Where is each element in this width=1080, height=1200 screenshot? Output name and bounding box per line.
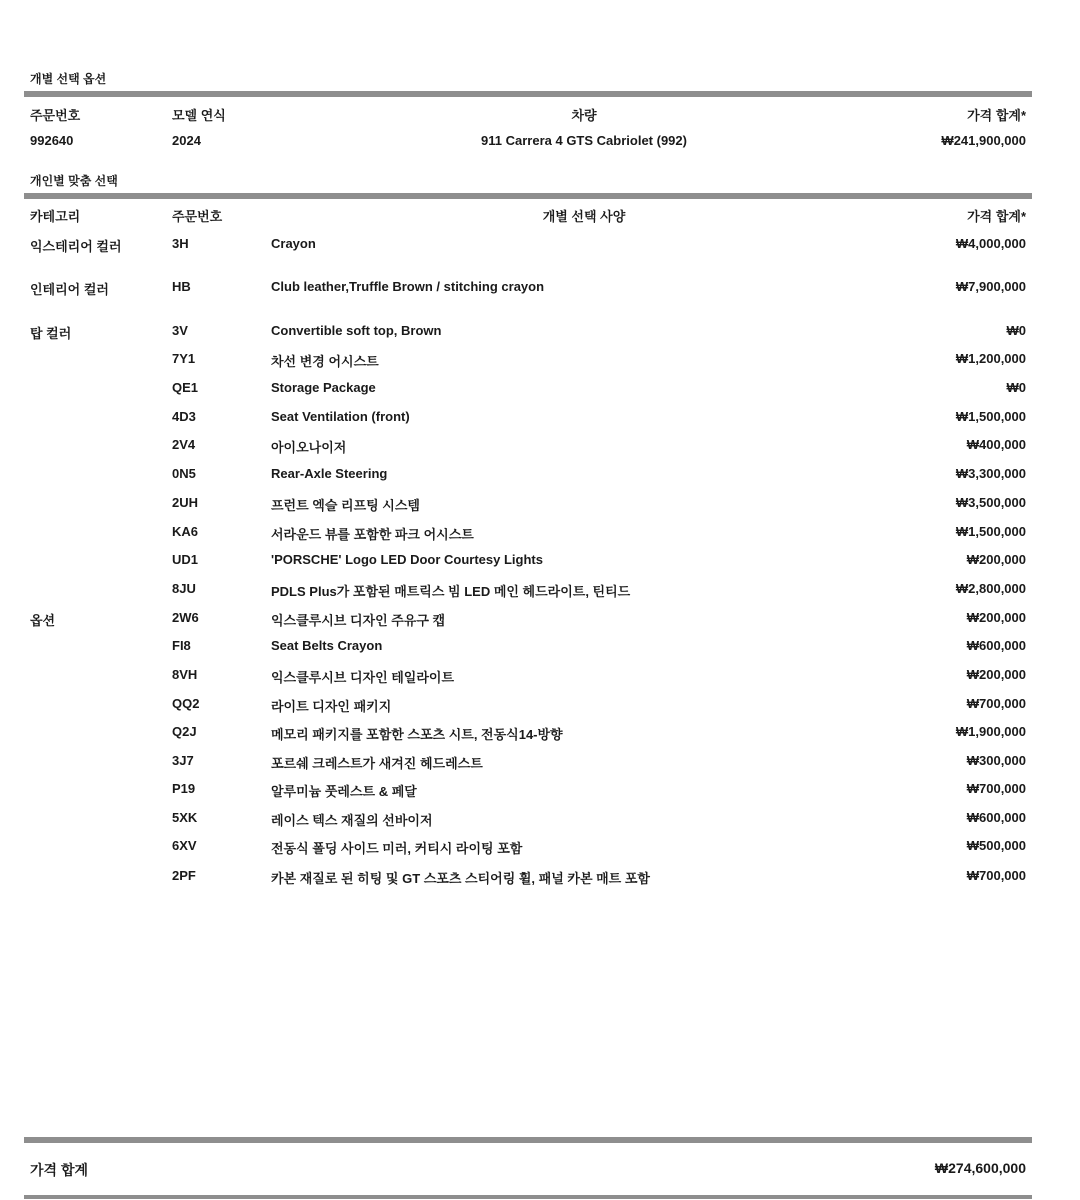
- row-code: 2UH: [172, 495, 199, 510]
- grand-total-label: 가격 합계: [30, 1162, 88, 1178]
- row-description: 익스클루시브 디자인 테일라이트: [271, 670, 455, 685]
- row-description: 알루미늄 풋레스트 & 페달: [271, 784, 417, 799]
- header-rule: [24, 91, 1032, 97]
- table-row: [0, 323, 1080, 343]
- row-code: UD1: [172, 552, 199, 567]
- row-price: ₩400,000: [966, 437, 1026, 452]
- table-row: [0, 781, 1080, 801]
- row-code: 0N5: [172, 466, 196, 481]
- row-price: ₩1,500,000: [955, 524, 1026, 539]
- row-price: ₩1,500,000: [955, 409, 1026, 424]
- vehicle-order-no: 992640: [30, 133, 74, 148]
- row-description: 라이트 디자인 패키지: [271, 699, 392, 714]
- row-price: ₩200,000: [966, 667, 1026, 682]
- row-description: 프런트 엑슬 리프팅 시스템: [271, 498, 420, 513]
- row-description: 아이오나이저: [271, 440, 347, 455]
- row-price: ₩200,000: [966, 552, 1026, 567]
- table-row: [0, 696, 1080, 716]
- row-price: ₩600,000: [966, 810, 1026, 825]
- row-price: ₩2,800,000: [955, 581, 1026, 596]
- row-category: 인테리어 컬러: [30, 282, 109, 297]
- row-code: FI8: [172, 638, 191, 653]
- total-top-rule: [24, 1137, 1032, 1143]
- row-description: Seat Ventilation (front): [271, 409, 410, 424]
- row-code: HB: [172, 279, 191, 294]
- table-row: [0, 581, 1080, 601]
- row-price: ₩3,500,000: [955, 495, 1026, 510]
- row-price: ₩700,000: [966, 696, 1026, 711]
- header-spec: 개별 선택 사양: [542, 209, 626, 224]
- row-code: QE1: [172, 380, 199, 395]
- row-description: 전동식 폴딩 사이드 미러, 커티시 라이팅 포함: [271, 841, 523, 856]
- table-row: [0, 753, 1080, 773]
- table-row: [0, 724, 1080, 744]
- header-category: 카테고리: [30, 209, 81, 224]
- table-row: [0, 667, 1080, 687]
- header-model-year: 모델 연식: [172, 108, 226, 123]
- row-description: 익스클루시브 디자인 주유구 캡: [271, 613, 446, 628]
- row-description: Club leather,Truffle Brown / stitching crayon: [271, 279, 545, 294]
- table-row: [0, 610, 1080, 630]
- row-description: 포르쉐 크레스트가 새겨진 헤드레스트: [271, 756, 483, 771]
- row-description: 카본 재질로 된 히팅 및 GT 스포츠 스티어링 휠, 패널 카본 매트 포함: [271, 871, 650, 886]
- row-code: Q2J: [172, 724, 197, 739]
- total-bottom-rule: [24, 1195, 1032, 1199]
- row-description: Crayon: [271, 236, 316, 251]
- table-row: [0, 524, 1080, 544]
- header-price-total: 가격 합계*: [967, 108, 1026, 123]
- row-price: ₩1,900,000: [955, 724, 1026, 739]
- vehicle-name: 911 Carrera 4 GTS Cabriolet (992): [481, 133, 687, 148]
- row-code: KA6: [172, 524, 199, 539]
- table-row: [0, 810, 1080, 830]
- table-row: [0, 437, 1080, 457]
- table-row: [0, 351, 1080, 371]
- row-code: 7Y1: [172, 351, 196, 366]
- row-price: ₩200,000: [966, 610, 1026, 625]
- row-code: P19: [172, 781, 196, 796]
- row-price: ₩0: [1006, 380, 1026, 395]
- row-description: 서라운드 뷰를 포함한 파크 어시스트: [271, 527, 474, 542]
- options-header-rule: [24, 193, 1032, 199]
- row-price: ₩4,000,000: [955, 236, 1026, 251]
- row-description: 차선 변경 어시스트: [271, 354, 379, 369]
- row-code: QQ2: [172, 696, 200, 711]
- row-description: Rear-Axle Steering: [271, 466, 388, 481]
- row-category: 옵션: [30, 613, 56, 628]
- row-price: ₩700,000: [966, 868, 1026, 883]
- row-code: 4D3: [172, 409, 196, 424]
- row-price: ₩1,200,000: [955, 351, 1026, 366]
- header-vehicle: 차량: [571, 108, 597, 123]
- table-row: [0, 236, 1080, 256]
- row-price: ₩700,000: [966, 781, 1026, 796]
- table-row: [0, 380, 1080, 400]
- row-price: ₩300,000: [966, 753, 1026, 768]
- row-category: 익스테리어 컬러: [30, 239, 122, 254]
- row-description: Convertible soft top, Brown: [271, 323, 442, 338]
- row-code: 2V4: [172, 437, 196, 452]
- row-description: 레이스 텍스 재질의 선바이저: [271, 813, 433, 828]
- section-title-individual-options: 개별 선택 옵션: [30, 72, 107, 86]
- table-row: [0, 495, 1080, 515]
- table-row: [0, 279, 1080, 299]
- row-description: Seat Belts Crayon: [271, 638, 383, 653]
- header-order-no: 주문번호: [30, 108, 81, 123]
- table-row: [0, 868, 1080, 888]
- row-code: 2PF: [172, 868, 196, 883]
- row-code: 6XV: [172, 838, 197, 853]
- row-price: ₩0: [1006, 323, 1026, 338]
- row-code: 3J7: [172, 753, 194, 768]
- header-option-order-no: 주문번호: [172, 209, 223, 224]
- row-code: 3V: [172, 323, 188, 338]
- vehicle-price: ₩241,900,000: [941, 133, 1026, 148]
- row-description: 'PORSCHE' Logo LED Door Courtesy Lights: [271, 552, 543, 567]
- row-description: 메모리 패키지를 포함한 스포츠 시트, 전동식14-방향: [271, 727, 563, 742]
- row-description: Storage Package: [271, 380, 376, 395]
- row-code: 8VH: [172, 667, 198, 682]
- row-price: ₩600,000: [966, 638, 1026, 653]
- table-row: [0, 838, 1080, 858]
- row-category: 탑 컬러: [30, 326, 72, 341]
- table-row: [0, 638, 1080, 658]
- vehicle-model-year: 2024: [172, 133, 201, 148]
- row-price: ₩500,000: [966, 838, 1026, 853]
- header-option-price-total: 가격 합계*: [967, 209, 1026, 224]
- table-row: [0, 466, 1080, 486]
- row-price: ₩3,300,000: [955, 466, 1026, 481]
- table-row: [0, 552, 1080, 572]
- grand-total-value: ₩274,600,000: [934, 1160, 1026, 1176]
- row-code: 2W6: [172, 610, 199, 625]
- row-code: 3H: [172, 236, 189, 251]
- row-price: ₩7,900,000: [955, 279, 1026, 294]
- section-title-personal-selection: 개인별 맞춤 선택: [30, 174, 118, 188]
- row-code: 5XK: [172, 810, 198, 825]
- table-row: [0, 409, 1080, 429]
- row-code: 8JU: [172, 581, 196, 596]
- row-description: PDLS Plus가 포함된 매트릭스 빔 LED 메인 헤드라이트, 틴티드: [271, 584, 631, 599]
